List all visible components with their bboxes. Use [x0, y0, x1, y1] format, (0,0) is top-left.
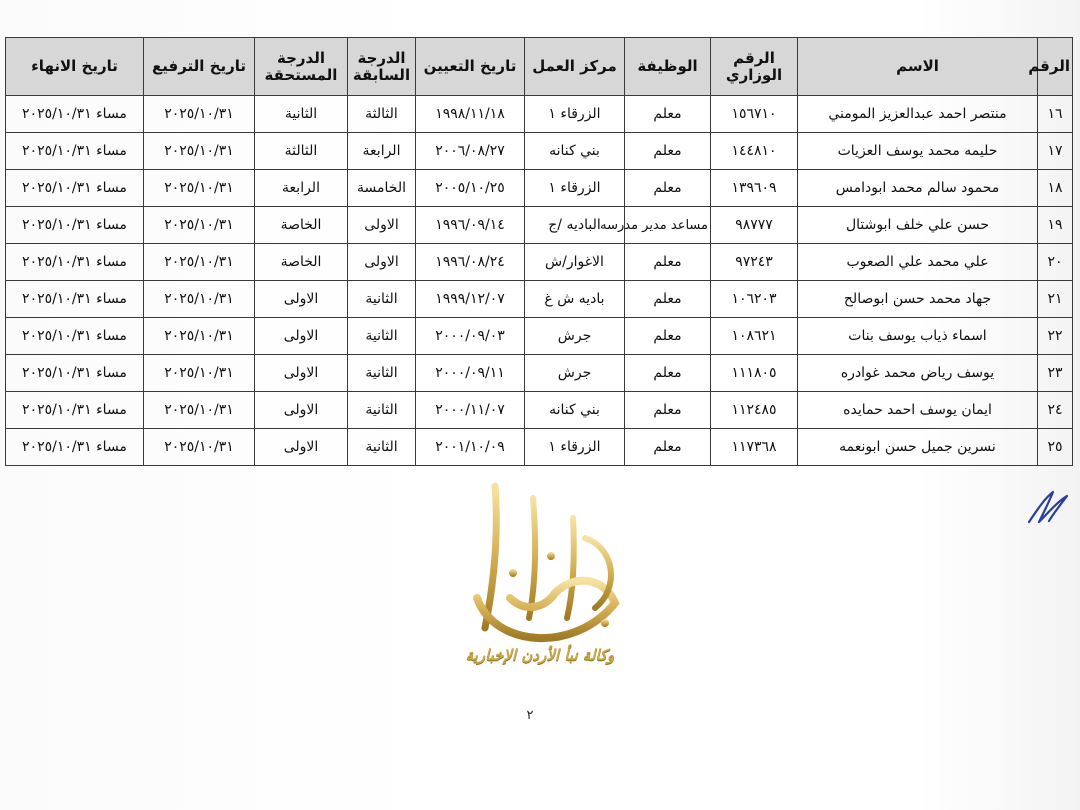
cell-end-date: مساء ٢٠٢٥/١٠/٣١ [6, 207, 144, 244]
cell-appointment-date: ٢٠٠٠/١١/٠٧ [416, 392, 525, 429]
cell-no: ٢١ [1038, 281, 1073, 318]
cell-due-grade: الاولى [255, 318, 348, 355]
table-row [6, 355, 1073, 392]
cell-no: ١٧ [1038, 133, 1073, 170]
cell-ministry-no: ١١٢٤٨٥ [711, 392, 798, 429]
cell-no: ١٩ [1038, 207, 1073, 244]
cell-ministry-no: ١١١٨٠٥ [711, 355, 798, 392]
cell-no: ٢٥ [1038, 429, 1073, 466]
cell-appointment-date: ١٩٩٨/١١/١٨ [416, 96, 525, 133]
cell-no: ١٦ [1038, 96, 1073, 133]
cell-due-grade: الاولى [255, 429, 348, 466]
table-row [6, 392, 1073, 429]
cell-appointment-date: ٢٠٠٠/٠٩/٠٣ [416, 318, 525, 355]
table-row [6, 207, 1073, 244]
cell-name: منتصر احمد عبدالعزيز المومني [798, 96, 1038, 133]
header-end-date: تاريخ الانهاء [6, 38, 144, 96]
cell-work-center: الزرقاء ١ [525, 170, 625, 207]
cell-ministry-no: ٩٧٢٤٣ [711, 244, 798, 281]
cell-end-date: مساء ٢٠٢٥/١٠/٣١ [6, 133, 144, 170]
cell-job: مساعد مدير مدرسه [625, 207, 711, 244]
cell-due-grade: الاولى [255, 281, 348, 318]
cell-name: حسن علي خلف ابوشتال [798, 207, 1038, 244]
cell-due-grade: الاولى [255, 355, 348, 392]
cell-end-date: مساء ٢٠٢٥/١٠/٣١ [6, 392, 144, 429]
cell-work-center: باديه ش غ [525, 281, 625, 318]
table-row [6, 170, 1073, 207]
cell-end-date: مساء ٢٠٢٥/١٠/٣١ [6, 244, 144, 281]
cell-job: معلم [625, 355, 711, 392]
cell-appointment-date: ١٩٩٦/٠٨/٢٤ [416, 244, 525, 281]
cell-promotion-date: ٢٠٢٥/١٠/٣١ [144, 170, 255, 207]
cell-job: معلم [625, 96, 711, 133]
cell-end-date: مساء ٢٠٢٥/١٠/٣١ [6, 281, 144, 318]
cell-end-date: مساء ٢٠٢٥/١٠/٣١ [6, 355, 144, 392]
cell-name: جهاد محمد حسن ابوصالح [798, 281, 1038, 318]
cell-promotion-date: ٢٠٢٥/١٠/٣١ [144, 96, 255, 133]
cell-prev-grade: الثانية [348, 318, 416, 355]
header-name: الاسم [798, 38, 1038, 96]
header-promotion-date: تاريخ الترفيع [144, 38, 255, 96]
signature-icon [1023, 488, 1073, 528]
cell-prev-grade: الثانية [348, 392, 416, 429]
cell-due-grade: الخاصة [255, 244, 348, 281]
cell-no: ٢٣ [1038, 355, 1073, 392]
cell-due-grade: الثالثة [255, 133, 348, 170]
cell-work-center: بني كنانه [525, 392, 625, 429]
header-due-grade: الدرجة المستحقة [255, 38, 348, 96]
cell-promotion-date: ٢٠٢٥/١٠/٣١ [144, 318, 255, 355]
cell-appointment-date: ١٩٩٩/١٢/٠٧ [416, 281, 525, 318]
cell-no: ٢٤ [1038, 392, 1073, 429]
cell-job: معلم [625, 429, 711, 466]
cell-ministry-no: ١٣٩٦٠٩ [711, 170, 798, 207]
cell-prev-grade: الرابعة [348, 133, 416, 170]
table-header-row [6, 38, 1073, 96]
cell-name: يوسف رياض محمد غوادره [798, 355, 1038, 392]
cell-prev-grade: الثالثة [348, 96, 416, 133]
table-row [6, 96, 1073, 133]
page-number: ٢ [526, 708, 534, 723]
table-row [6, 281, 1073, 318]
cell-prev-grade: الاولى [348, 244, 416, 281]
cell-work-center: الزرقاء ١ [525, 96, 625, 133]
cell-appointment-date: ٢٠٠١/١٠/٠٩ [416, 429, 525, 466]
table-row [6, 429, 1073, 466]
logo-caption: وكالة نبأ الأردن الإخبارية [465, 646, 615, 664]
cell-ministry-no: ١٠٦٢٠٣ [711, 281, 798, 318]
cell-due-grade: الخاصة [255, 207, 348, 244]
cell-name: نسرين جميل حسن ابونعمه [798, 429, 1038, 466]
cell-appointment-date: ٢٠٠٥/١٠/٢٥ [416, 170, 525, 207]
cell-work-center: جرش [525, 355, 625, 392]
cell-appointment-date: ٢٠٠٦/٠٨/٢٧ [416, 133, 525, 170]
cell-end-date: مساء ٢٠٢٥/١٠/٣١ [6, 170, 144, 207]
cell-due-grade: الثانية [255, 96, 348, 133]
cell-name: ايمان يوسف احمد حمايده [798, 392, 1038, 429]
cell-name: علي محمد علي الصعوب [798, 244, 1038, 281]
cell-work-center: الزرقاء ١ [525, 429, 625, 466]
employee-promotion-table [5, 37, 1073, 466]
cell-due-grade: الاولى [255, 392, 348, 429]
cell-job: معلم [625, 318, 711, 355]
cell-prev-grade: الاولى [348, 207, 416, 244]
table-row [6, 133, 1073, 170]
cell-name: اسماء ذياب يوسف بنات [798, 318, 1038, 355]
cell-promotion-date: ٢٠٢٥/١٠/٣١ [144, 429, 255, 466]
table-row [6, 244, 1073, 281]
cell-work-center: الباديه /ج [525, 207, 625, 244]
header-ministry-no: الرقم الوزاري [711, 38, 798, 96]
cell-job: معلم [625, 244, 711, 281]
cell-job: معلم [625, 392, 711, 429]
cell-ministry-no: ١٥٦٧١٠ [711, 96, 798, 133]
table-body [6, 96, 1073, 466]
cell-appointment-date: ٢٠٠٠/٠٩/١١ [416, 355, 525, 392]
cell-job: معلم [625, 133, 711, 170]
header-appointment-date: تاريخ التعيين [416, 38, 525, 96]
cell-promotion-date: ٢٠٢٥/١٠/٣١ [144, 281, 255, 318]
cell-work-center: الاغوار/ش [525, 244, 625, 281]
cell-no: ٢٠ [1038, 244, 1073, 281]
cell-job: معلم [625, 170, 711, 207]
cell-promotion-date: ٢٠٢٥/١٠/٣١ [144, 133, 255, 170]
cell-promotion-date: ٢٠٢٥/١٠/٣١ [144, 355, 255, 392]
cell-ministry-no: ١٤٤٨١٠ [711, 133, 798, 170]
header-prev-grade: الدرجة السابقة [348, 38, 416, 96]
cell-no: ١٨ [1038, 170, 1073, 207]
cell-work-center: بني كنانه [525, 133, 625, 170]
cell-prev-grade: الثانية [348, 429, 416, 466]
cell-name: محمود سالم محمد ابودامس [798, 170, 1038, 207]
cell-no: ٢٢ [1038, 318, 1073, 355]
cell-work-center: جرش [525, 318, 625, 355]
cell-promotion-date: ٢٠٢٥/١٠/٣١ [144, 207, 255, 244]
table-row [6, 318, 1073, 355]
header-work-center: مركز العمل [525, 38, 625, 96]
cell-ministry-no: ٩٨٧٧٧ [711, 207, 798, 244]
header-no: الرقم [1038, 38, 1073, 96]
cell-prev-grade: الثانية [348, 355, 416, 392]
cell-due-grade: الرابعة [255, 170, 348, 207]
cell-job: معلم [625, 281, 711, 318]
cell-end-date: مساء ٢٠٢٥/١٠/٣١ [6, 96, 144, 133]
cell-ministry-no: ١١٧٣٦٨ [711, 429, 798, 466]
cell-prev-grade: الخامسة [348, 170, 416, 207]
cell-promotion-date: ٢٠٢٥/١٠/٣١ [144, 392, 255, 429]
cell-end-date: مساء ٢٠٢٥/١٠/٣١ [6, 429, 144, 466]
cell-prev-grade: الثانية [348, 281, 416, 318]
cell-name: حليمه محمد يوسف العزيات [798, 133, 1038, 170]
cell-promotion-date: ٢٠٢٥/١٠/٣١ [144, 244, 255, 281]
cell-appointment-date: ١٩٩٦/٠٩/١٤ [416, 207, 525, 244]
cell-end-date: مساء ٢٠٢٥/١٠/٣١ [6, 318, 144, 355]
cell-ministry-no: ١٠٨٦٢١ [711, 318, 798, 355]
header-job: الوظيفة [625, 38, 711, 96]
